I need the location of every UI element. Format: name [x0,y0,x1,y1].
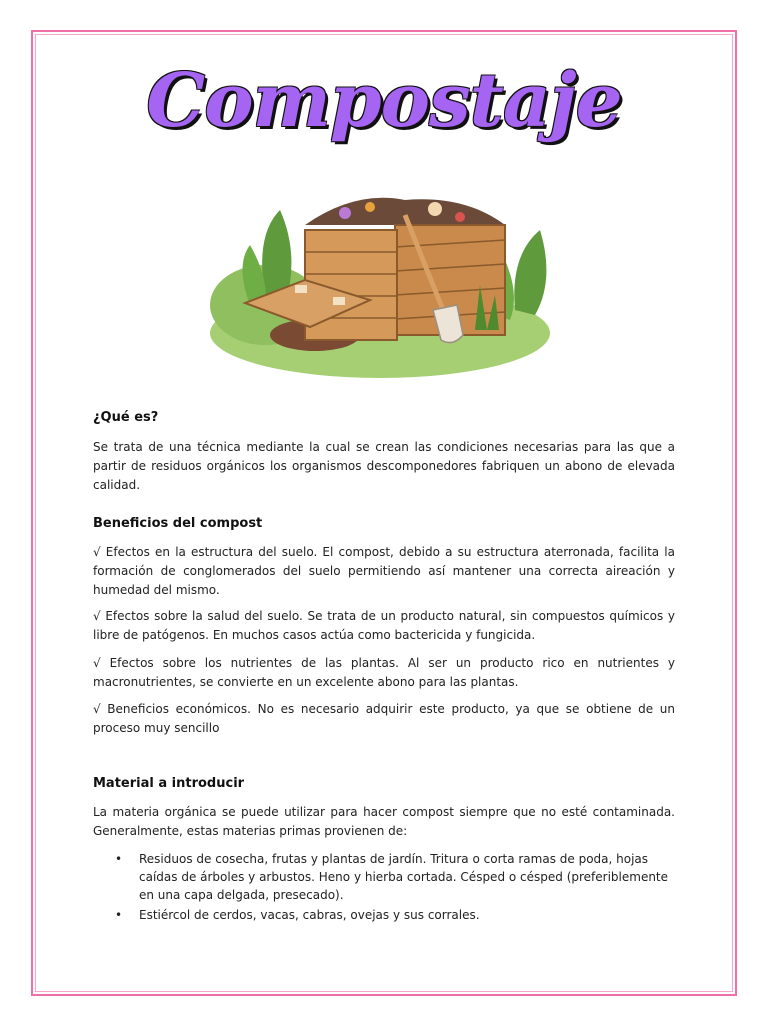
right-leaf [514,230,546,315]
material-intro: La materia orgánica se puede utilizar para hacer compost siempre que no esté contaminada. Generalmente, estas materias primas provienen de: [93,805,675,838]
list-item-text: Residuos de cosecha, frutas y plantas de jardín. Tritura o corta ramas de poda, hojas caídas de árboles y arbustos. Heno y hierba cortada. Césped o césped (preferiblemente en una capa delgada, presecado). [139,852,669,902]
heading-beneficios: Beneficios del compost [93,516,263,531]
bullet-icon: • [115,908,123,922]
compost-bin-illustration [205,185,565,385]
list-item [93,906,675,924]
que-es-text: Se trata de una técnica mediante la cual se crean las condiciones necesarias para las que a partir de residuos orgánicos los organismos descomponedores fabriquen un abono de elevada calidad. [93,440,675,492]
list-item [93,850,675,904]
list-item-text: Estiércol de cerdos, vacas, cabras, ovejas y sus corrales. [139,908,480,922]
beneficio-item: √ Efectos sobre los nutrientes de las plantas. Al ser un producto rico en nutrientes y macronutrientes, se convierte en un excelente abono para las plantas. [93,656,675,689]
heading-que-es: ¿Qué es? [93,410,159,425]
heading-material: Material a introducir [93,776,245,791]
beneficio-item: √ Efectos en la estructura del suelo. El compost, debido a su estructura aterronada, facilita la formación de conglomerados del suelo permitiendo así mantener una correcta aireación y humedad del mismo. [93,545,675,597]
beneficio-item: √ Efectos sobre la salud del suelo. Se trata de un producto natural, sin compuestos químicos y libre de patógenos. En muchos casos actúa como bactericida y fungicida. [93,609,675,642]
page-title: Compostaje [146,58,622,144]
material-list [93,850,675,926]
page-border-inner [35,34,733,992]
bullet-icon: • [115,852,123,866]
beneficio-item: √ Beneficios económicos. No es necesario adquirir este producto, ya que se obtiene de un proceso muy sencillo [93,702,675,735]
